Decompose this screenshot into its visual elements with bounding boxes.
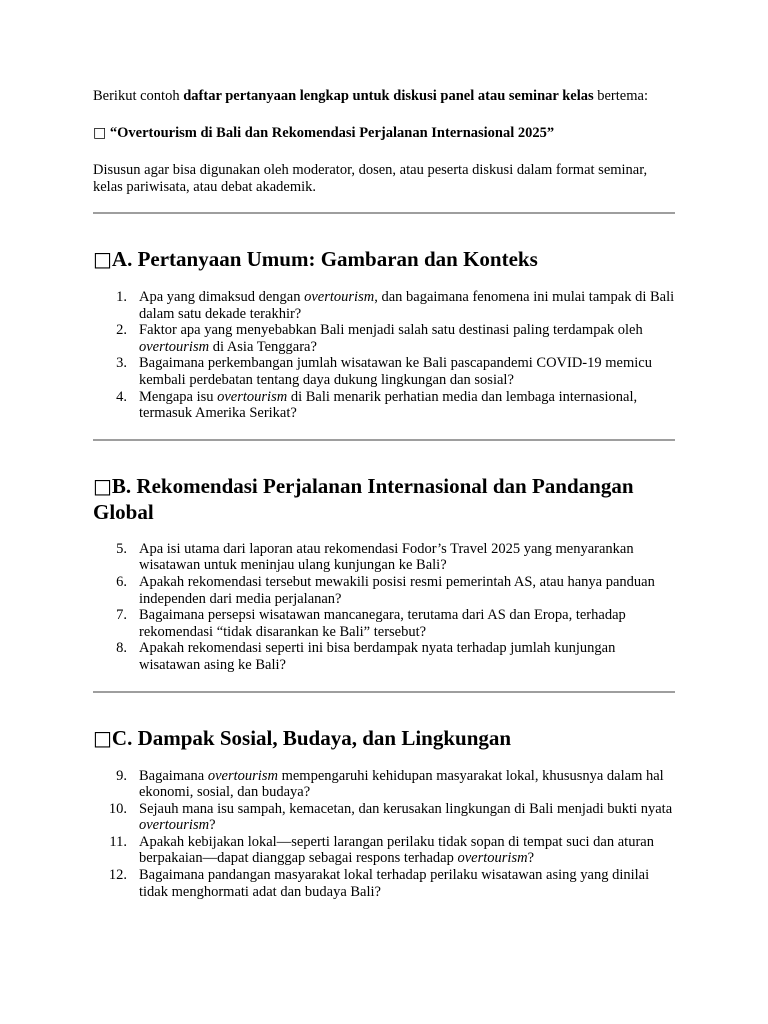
item-text: Faktor apa yang menyebabkan Bali menjadi salah satu destinasi paling terdampak oleh — [139, 322, 643, 339]
item-text-tail: , dan bagaimana fenomena ini mulai tampak di Bali dalam satu dekade terakhir? — [139, 289, 675, 322]
item-text: Bagaimana — [139, 767, 208, 784]
question-list-c — [93, 768, 675, 901]
item-text: Sejauh mana isu sampah, kemacetan, dan kerusakan lingkungan di Bali menjadi bukti nyata — [139, 800, 673, 817]
item-number: 5. — [116, 540, 127, 557]
list-item — [93, 289, 675, 322]
horizontal-divider — [93, 212, 675, 214]
missing-glyph-icon: □ — [93, 725, 112, 750]
intro-lead: Berikut contoh — [93, 88, 184, 104]
item-emphasis: overtourism — [207, 767, 278, 784]
item-text-tail: di Asia Tenggara? — [209, 338, 317, 355]
list-item — [93, 834, 675, 867]
list-item — [93, 801, 675, 834]
topic-line — [93, 125, 675, 142]
list-item — [93, 574, 675, 607]
section-heading-a — [93, 246, 675, 272]
section-title: A. Pertanyaan Umum: Gambaran dan Konteks — [111, 247, 538, 271]
item-number: 11. — [109, 833, 127, 850]
horizontal-divider — [93, 691, 675, 693]
item-number: 7. — [116, 607, 127, 624]
item-text-tail: ? — [209, 817, 216, 834]
item-emphasis: overtourism — [304, 289, 375, 305]
list-item — [93, 768, 675, 801]
section-heading-c — [93, 725, 675, 751]
item-text-tail: mempengaruhi kehidupan masyarakat lokal, khususnya dalam hal ekonomi, sosial, dan budaya? — [139, 767, 664, 801]
question-list-b — [93, 541, 675, 674]
list-item — [93, 607, 675, 640]
list-item — [93, 867, 675, 900]
item-emphasis: overtourism — [217, 388, 288, 405]
item-number: 2. — [116, 322, 127, 339]
item-text: Apa isi utama dari laporan atau rekomendasi Fodor’s Travel 2025 yang menyarankan wisatawan untuk meninjau ulang kunjungan ke Bali? — [139, 540, 634, 574]
item-emphasis: overtourism — [139, 817, 210, 834]
intro-paragraph — [93, 88, 675, 105]
list-item — [93, 541, 675, 574]
item-number: 8. — [116, 640, 127, 657]
item-number: 9. — [116, 767, 127, 784]
item-text-tail: di Bali menarik perhatian media dan lembaga internasional, termasuk Amerika Serikat? — [139, 388, 638, 422]
section-title: C. Dampak Sosial, Budaya, dan Lingkungan — [111, 725, 512, 750]
item-text-tail: ? — [527, 850, 535, 867]
purpose-paragraph: Disusun agar bisa digunakan oleh moderator, dosen, atau peserta diskusi dalam format seminar, kelas pariwisata, atau debat akademik. — [93, 162, 648, 195]
document-body — [93, 88, 675, 900]
missing-glyph-icon: □ — [93, 247, 112, 271]
item-number: 12. — [108, 867, 127, 884]
question-list-a — [93, 289, 675, 422]
item-text: Apakah rekomendasi tersebut mewakili posisi resmi pemerintah AS, atau hanya panduan independen dari media perjalanan? — [139, 573, 655, 607]
intro-tail: bertema: — [593, 88, 648, 104]
item-number: 4. — [116, 388, 127, 405]
item-text: Apakah rekomendasi seperti ini bisa berdampak nyata terhadap jumlah kunjungan wisatawan asing ke Bali? — [139, 640, 616, 673]
item-emphasis: overtourism — [139, 338, 210, 355]
item-number: 10. — [108, 800, 127, 817]
item-number: 1. — [116, 289, 127, 305]
section-heading-b — [93, 473, 675, 525]
item-number: 6. — [116, 573, 127, 590]
item-text: Bagaimana pandangan masyarakat lokal terhadap perilaku wisatawan asing yang dinilai tidak menghormati adat dan budaya Bali? — [139, 867, 650, 900]
item-number: 3. — [116, 355, 127, 372]
horizontal-divider — [93, 439, 675, 441]
item-text: Mengapa isu — [139, 388, 218, 405]
missing-glyph-icon: □ — [93, 125, 107, 141]
item-text: Bagaimana perkembangan jumlah wisatawan ke Bali pascapandemi COVID-19 memicu kembali perdebatan tentang daya dukung lingkungan dan sosial? — [139, 355, 652, 388]
list-item — [93, 355, 675, 388]
section-title: B. Rekomendasi Perjalanan Internasional dan Pandangan Global — [93, 473, 634, 524]
missing-glyph-icon: □ — [93, 473, 112, 498]
topic-title: “Overtourism di Bali dan Rekomendasi Perjalanan Internasional 2025” — [109, 125, 555, 141]
item-emphasis: overtourism — [457, 850, 528, 867]
intro-bold: daftar pertanyaan lengkap untuk diskusi panel atau seminar kelas — [183, 88, 594, 104]
list-item — [93, 389, 675, 422]
list-item — [93, 640, 675, 673]
item-text: Apa yang dimaksud dengan — [139, 289, 305, 305]
list-item — [93, 322, 675, 355]
item-text: Bagaimana persepsi wisatawan mancanegara, terutama dari AS dan Eropa, terhadap rekomendasi “tidak disarankan ke Bali” tersebut? — [139, 607, 626, 640]
item-text: Apakah kebijakan lokal—seperti larangan perilaku tidak sopan di tempat suci dan aturan berpakaian—dapat dianggap sebagai respons terhadap — [139, 833, 654, 867]
